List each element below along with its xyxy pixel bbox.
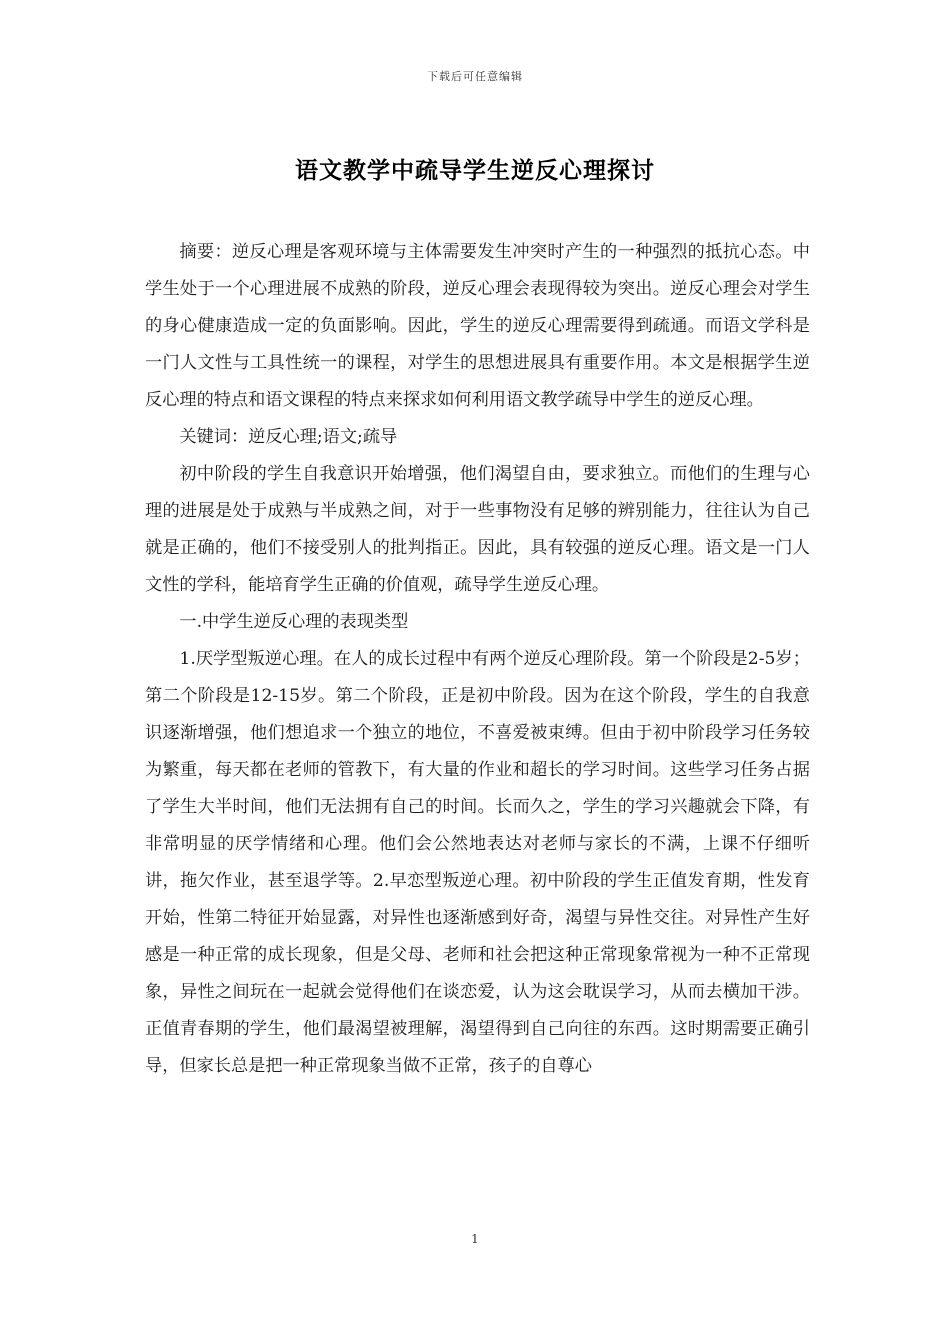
header-note: 下载后可任意编辑 [427, 70, 523, 83]
section-heading: 一.中学生逆反心理的表现类型 [179, 612, 409, 632]
document-title: 语文教学中疏导学生逆反心理探讨 [295, 157, 655, 184]
document-body [145, 234, 810, 1085]
section-paragraph: 1.厌学型叛逆心理。在人的成长过程中有两个逆反心理阶段。第一个阶段是2-5岁；第二个阶段是12-15岁。第二个阶段，正是初中阶段。因为在这个阶段，学生的自我意识逐渐增强，他们想追求一个独立的地位，不喜爱被束缚。但由于初中阶段学习任务较为繁重，每天都在老师的管教下，有大量的作业和超长的学习时间。这些学习任务占据了学生大半时间，他们无法拥有自己的时间。长而久之，学生的学习兴趣就会下降，有非常明显的厌学情绪和心理。他们会公然地表达对老师与家长的不满，上课不仔细听讲，拖欠作业，甚至退学等。2.早恋型叛逆心理。初中阶段的学生正值发育期，性发育开始，性第二特征开始显露，对异性也逐渐感到好奇，渴望与异性交往。对异性产生好感是一种正常的成长现象，但是父母、老师和社会把这种正常现象常视为一种不正常现象，异性之间玩在一起就会觉得他们在谈恋爱，认为这会耽误学习，从而去横加干涉。正值青春期的学生，他们最渴望被理解，渴望得到自己向往的东西。这时期需要正确引导，但家长总是把一种正常现象当做不正常，孩子的自尊心 [145, 649, 810, 1076]
abstract-paragraph: 摘要：逆反心理是客观环境与主体需要发生冲突时产生的一种强烈的抵抗心态。中学生处于一个心理进展不成熟的阶段，逆反心理会表现得较为突出。逆反心理会对学生的身心健康造成一定的负面影响。因此，学生的逆反心理需要得到疏通。而语文学科是一门人文性与工具性统一的课程，对学生的思想进展具有重要作用。本文是根据学生逆反心理的特点和语文课程的特点来探求如何利用语文教学疏导中学生的逆反心理。 [145, 242, 810, 410]
page-number: 1 [471, 1232, 479, 1246]
intro-paragraph: 初中阶段的学生自我意识开始增强，他们渴望自由，要求独立。而他们的生理与心理的进展是处于成熟与半成熟之间，对于一些事物没有足够的辨别能力，往往认为自己就是正确的，他们不接受别人的批判指正。因此，具有较强的逆反心理。语文是一门人文性的学科，能培育学生正确的价值观，疏导学生逆反心理。 [145, 464, 810, 595]
keywords-paragraph: 关键词：逆反心理;语文;疏导 [179, 427, 398, 447]
